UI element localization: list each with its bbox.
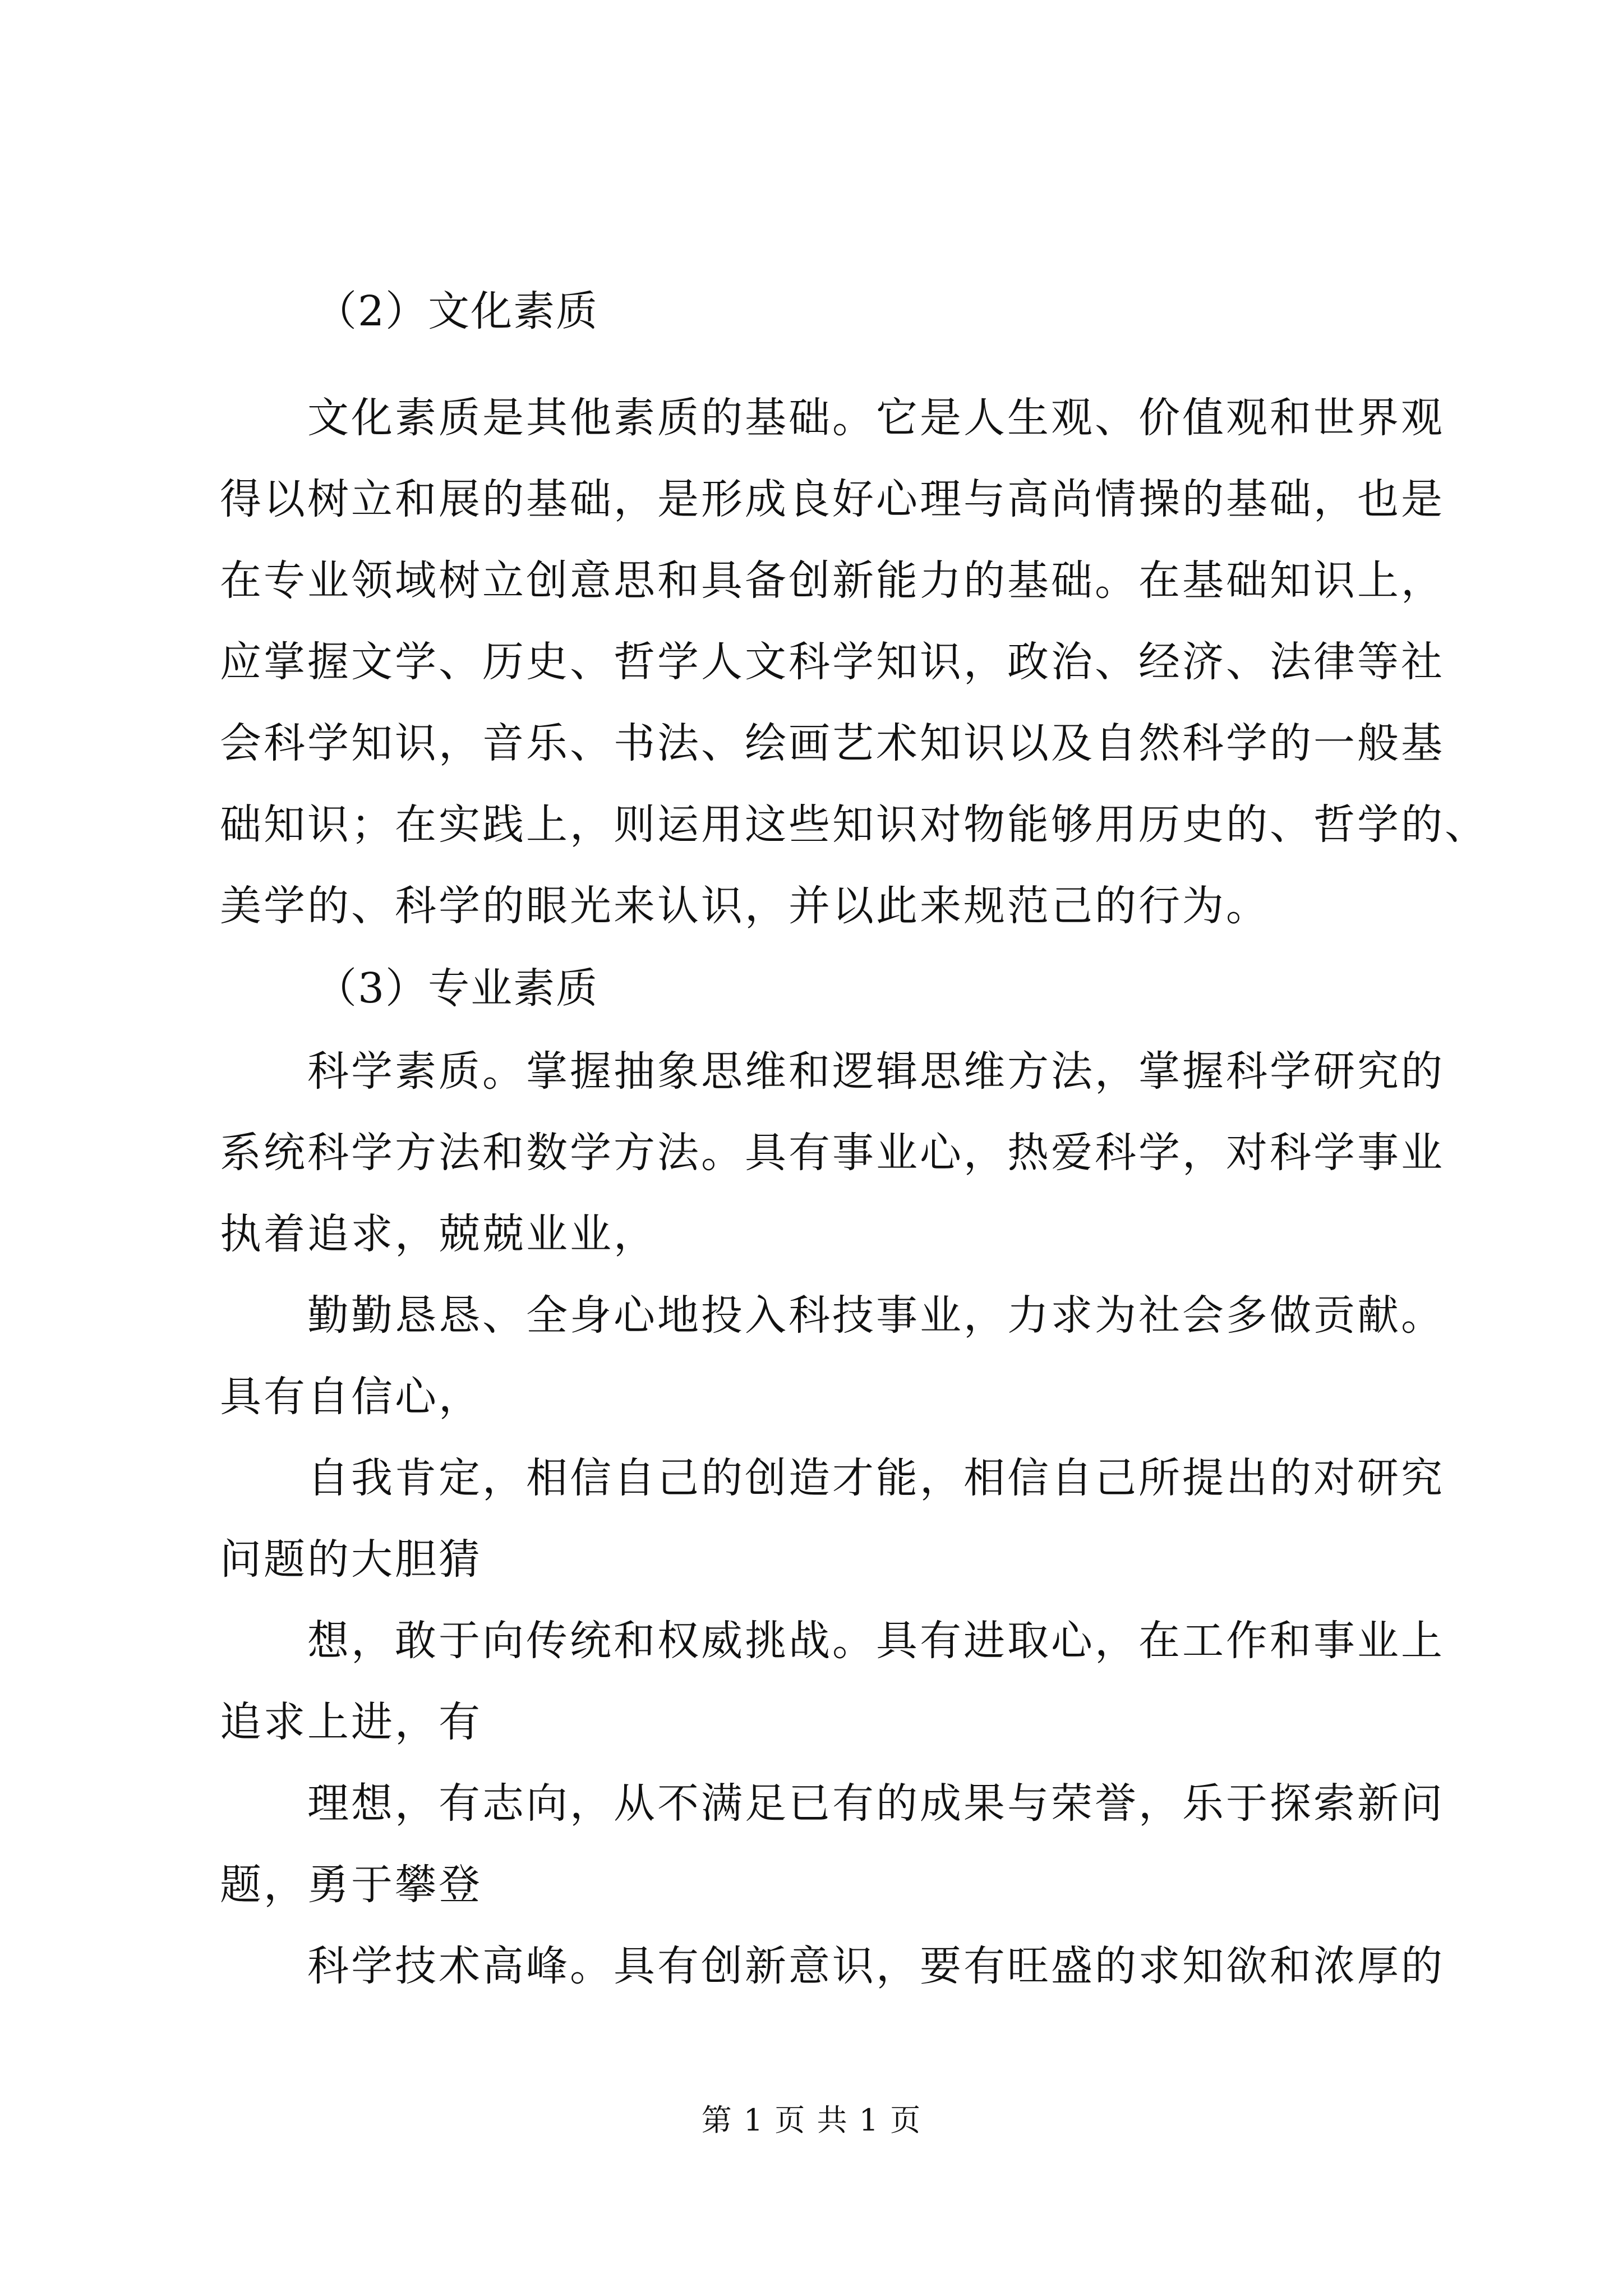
paragraph-line: 问题的大胆猜 — [220, 1535, 482, 1584]
paragraph-line: 理想，有志向，从不满足已有的成果与荣誉，乐于探索新问 — [307, 1779, 1445, 1828]
paragraph-line: 执着追求，兢兢业业， — [220, 1210, 657, 1258]
paragraph-line: 得以树立和展的基础，是形成良好心理与高尚情操的基础，也是 — [220, 475, 1445, 523]
paragraph-line: 追求上进，有 — [220, 1698, 482, 1746]
paragraph-line: 美学的、科学的眼光来认识，并以此来规范己的行为。 — [220, 882, 1270, 930]
paragraph-line: 应掌握文学、历史、哲学人文科学知识，政治、经济、法律等社 — [220, 638, 1445, 686]
paragraph-line: 具有自信心， — [220, 1373, 482, 1421]
paragraph-line: 在专业领域树立创意思和具备创新能力的基础。在基础知识上， — [220, 556, 1445, 605]
section-heading-professional: （3）专业素质 — [315, 964, 599, 1013]
paragraph-line: 文化素质是其他素质的基础。它是人生观、价值观和世界观 — [307, 394, 1445, 442]
paragraph-line: 想，敢于向传统和权威挑战。具有进取心，在工作和事业上 — [307, 1617, 1445, 1665]
paragraph-line: 自我肯定，相信自己的创造才能，相信自己所提出的对研究 — [307, 1454, 1445, 1502]
paragraph-line: 勤勤恳恳、全身心地投入科技事业，力求为社会多做贡献。 — [307, 1291, 1445, 1340]
paragraph-line: 科学技术高峰。具有创新意识，要有旺盛的求知欲和浓厚的 — [307, 1942, 1445, 1990]
section-heading-culture: （2）文化素质 — [315, 287, 599, 335]
paragraph-line: 系统科学方法和数学方法。具有事业心，热爱科学，对科学事业 — [220, 1129, 1445, 1177]
paragraph-line: 础知识；在实践上，则运用这些知识对物能够用历史的、哲学的、 — [220, 800, 1488, 849]
paragraph-line: 题，勇于攀登 — [220, 1861, 482, 1909]
paragraph-line: 科学素质。掌握抽象思维和逻辑思维方法，掌握科学研究的 — [307, 1047, 1445, 1096]
page-footer: 第 1 页 共 1 页 — [701, 2102, 922, 2138]
paragraph-line: 会科学知识，音乐、书法、绘画艺术知识以及自然科学的一般基 — [220, 719, 1445, 767]
